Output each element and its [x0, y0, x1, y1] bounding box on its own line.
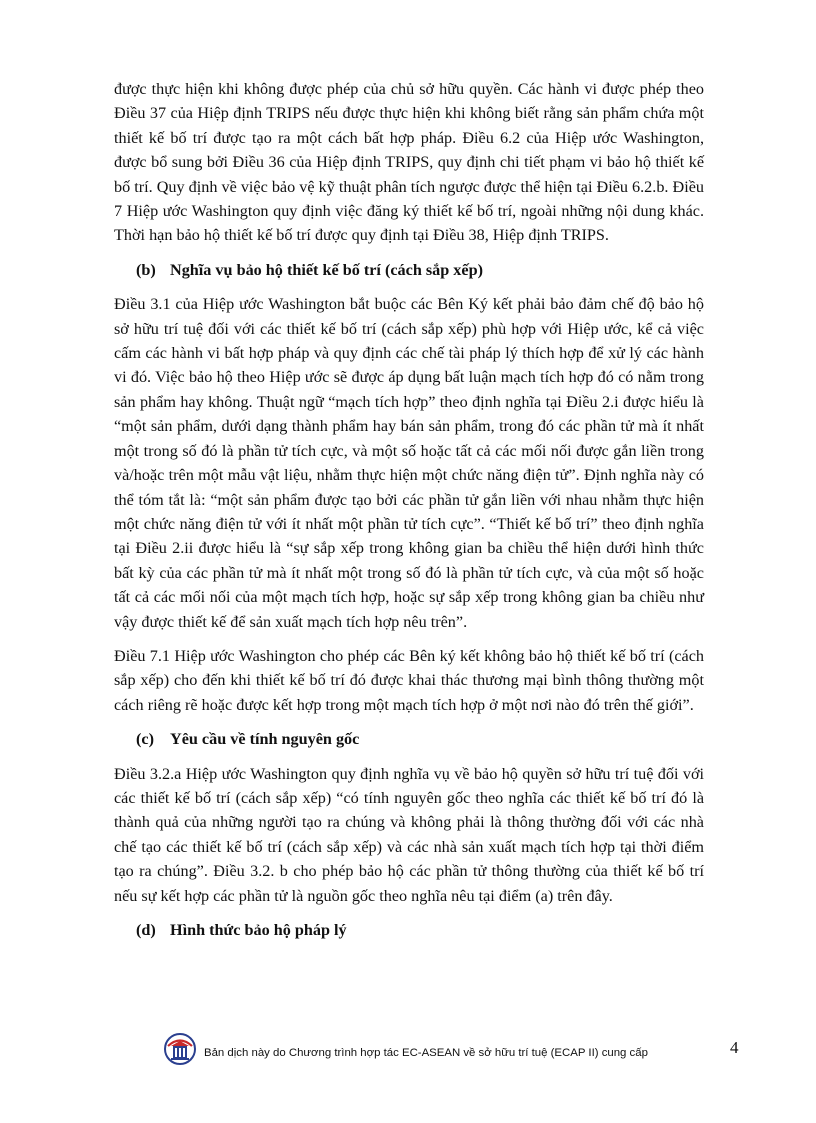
heading-d [136, 918, 704, 942]
heading-b-text: Nghĩa vụ bảo hộ thiết kế bố trí (cách sắp xếp) [170, 260, 483, 279]
heading-d-text: Hình thức bảo hộ pháp lý [170, 921, 347, 939]
paragraph-2: Điều 3.1 của Hiệp ước Washington bắt buộc các Bên Ký kết phải bảo đảm chế độ bảo hộ sở hữu trí tuệ đối với các thiết kế bố trí (cách sắp xếp) phù hợp với Hiệp ước, kể cả việc cấm các hành vi bất hợp pháp và quy định các chế tài pháp lý thích hợp để xử lý các hành vi đó. Việc bảo hộ theo Hiệp ước sẽ được áp dụng bất luận mạch tích hợp đó có nằm trong sản phẩm hay không. Thuật ngữ “mạch tích hợp” theo định nghĩa tại Điều 2.i được hiểu là “một sản phẩm, dưới dạng thành phẩm hay bán sản phẩm, trong đó các phần tử mà ít nhất một trong số đó là phần tử tích cực, và một số hoặc tất cả các mối nối được gắn liền trong và/hoặc trên một mẫu vật liệu, nhằm thực hiện một chức năng điện tử”. Định nghĩa này có thể tóm tắt là: “một sản phẩm được tạo bởi các phần tử gắn liền với nhau nhằm thực hiện một chức năng điện tử với ít nhất một phần tử tích cực”. “Thiết kế bố trí” theo định nghĩa tại Điều 2.ii được hiểu là “sự sắp xếp trong không gian ba chiều thể hiện dưới hình thức bất kỳ của các phần tử mà ít nhất một trong số đó là phần tử tích cực, và của một số hoặc tất cả các mối nối của một mạch tích hợp, hoặc sự sắp xếp trong không gian ba chiều như vậy được thiết kế để sản xuất mạch tích hợp nêu trên”. [114, 295, 704, 631]
paragraph-4: Điều 3.2.a Hiệp ước Washington quy định nghĩa vụ về bảo hộ quyền sở hữu trí tuệ đối với các thiết kế bố trí (cách sắp xếp) “có tính nguyên gốc theo nghĩa các thiết kế bố trí đó là thành quả của những người tạo ra chúng và không phải là thông thường đối với các nhà chế tạo các thiết kế bố trí (cách sắp xếp) và các nhà sản xuất mạch tích hợp tại thời điểm tạo ra chúng”. Điều 3.2. b cho phép bảo hộ các phần tử thông thường của thiết kế bố trí nếu sự kết hợp các phần tử là nguồn gốc theo nghĩa nêu tại điểm (a) trên đây. [114, 764, 704, 905]
page-number: 4 [730, 1038, 739, 1057]
heading-c-label: (c) [136, 730, 154, 749]
footer-credit-text: Bản dịch này do Chương trình hợp tác EC-ASEAN về sở hữu trí tuệ (ECAP II) cung cấp [204, 1047, 648, 1059]
heading-c-text: Yêu cầu về tính nguyên gốc [170, 730, 360, 749]
paragraph-3: Điều 7.1 Hiệp ước Washington cho phép các Bên ký kết không bảo hộ thiết kế bố trí (cách sắp xếp) cho đến khi thiết kế bố trí đó được khai thác thương mại bình thông thường một cách riêng rẽ hoặc được kết hợp trong một mạch tích hợp ở một nơi nào đó trên thế giới”. [114, 646, 704, 714]
heading-b [136, 258, 704, 282]
ecap-logo-icon [162, 1032, 198, 1066]
paragraph-1: được thực hiện khi không được phép của chủ sở hữu quyền. Các hành vi được phép theo Điều 37 của Hiệp định TRIPS nếu được thực hiện khi không biết rằng sản phẩm chứa một thiết kế bố trí được tạo ra một cách bất hợp pháp. Điều 6.2 của Hiệp ước Washington, được bổ sung bởi Điều 36 của Hiệp định TRIPS, quy định chi tiết phạm vi bảo hộ thiết kế bố trí. Quy định về việc bảo vệ kỹ thuật phân tích ngược được thể hiện tại Điều 6.2.b. Điều 7 Hiệp ước Washington quy định việc đăng ký thiết kế bố trí, ngoài những nội dung khác. Thời hạn bảo hộ thiết kế bố trí được quy định tại Điều 38, Hiệp định TRIPS. [114, 80, 704, 245]
heading-c [136, 727, 704, 751]
heading-b-label: (b) [136, 260, 156, 279]
heading-d-label: (d) [136, 921, 156, 939]
page-footer [160, 1032, 750, 1072]
document-body [114, 77, 704, 952]
